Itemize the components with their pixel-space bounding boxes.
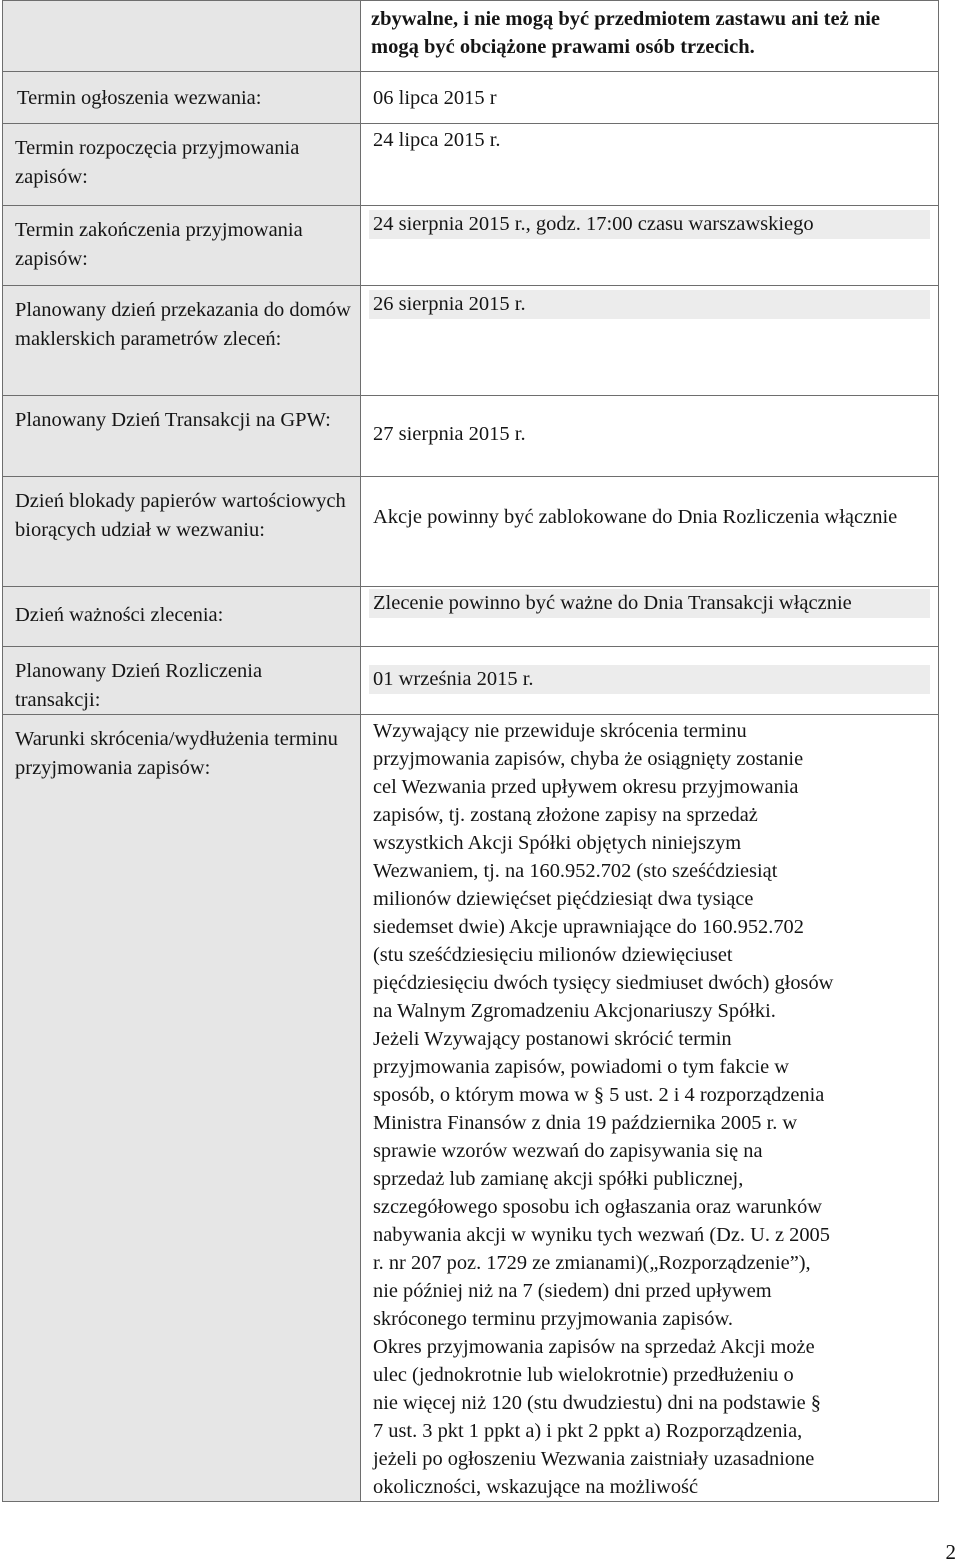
table-row (3, 72, 939, 124)
subscription-end-date: 24 sierpnia 2015 r., godz. 17:00 czasu warszawskiego (369, 210, 930, 239)
label-settlement-day: Planowany Dzień Rozliczenia transakcji: (3, 647, 361, 715)
announcement-date: 06 lipca 2015 r (373, 87, 497, 109)
label-subscription-start: Termin rozpoczęcia przyjmowania zapisów: (3, 124, 361, 206)
table-row (3, 647, 939, 715)
value-order-params-day (361, 286, 939, 396)
page-number: 2 (945, 1540, 956, 1564)
row-label-empty (3, 1, 361, 72)
label-order-validity: Dzień ważności zlecenia: (3, 587, 361, 647)
order-params-date: 26 sierpnia 2015 r. (369, 290, 930, 319)
label-blocking-day: Dzień blokady papierów wartościowych biorących udział w wezwaniu: (3, 477, 361, 587)
continuation-text: zbywalne, i nie mogą być przedmiotem zastawu ani też nie mogą być obciążone prawami osób trzecich. (371, 8, 881, 58)
settlement-date: 01 września 2015 r. (369, 665, 930, 694)
value-announcement-date (361, 72, 939, 124)
value-order-validity (361, 587, 939, 647)
table-row (3, 286, 939, 396)
transaction-date: 27 sierpnia 2015 r. (373, 423, 526, 445)
value-subscription-end (361, 206, 939, 286)
label-shorten-extend-conditions: Warunki skrócenia/wydłużenia terminu przyjmowania zapisów: (3, 715, 361, 1502)
table-row (3, 124, 939, 206)
label-order-params-day: Planowany dzień przekazania do domów maklerskich parametrów zleceń: (3, 286, 361, 396)
shorten-extend-conditions-text: Wzywający nie przewiduje skrócenia terminu przyjmowania zapisów, chyba że osiągnięty zostanie cel Wezwania przed upływem okresu przyjmowania zapisów, tj. zostaną złożone zapisy na sprzedaż wszystkich Akcji Spółki objętych niniejszym Wezwaniem, tj. na 160.952.702 (sto sześćdziesiąt milionów dziewięćset pięćdziesiąt dwa tysiące siedemset dwie) Akcje uprawniające do 160.952.702 (stu sześćdziesięciu milionów dziewięciuset pięćdziesięciu dwóch tysięcy siedmiuset dwóch) głosów na Walnym Zgromadzeniu Akcjonariuszy Spółki. Jeżeli Wzywający postanowi skrócić termin przyjmowania zapisów, powiadomi o tym fakcie w sposób, o którym mowa w § 5 ust. 2 i 4 rozporządzenia Ministra Finansów z dnia 19 października 2005 r. w sprawie wzorów wezwań do zapisywania się na sprzedaż lub zamianę akcji spółki publicznej, szczegółowego sposobu ich ogłaszania oraz warunków nabywania akcji w wyniku tych wezwań (Dz. U. z 2005 r. nr 207 poz. 1729 ze zmianami)(„Rozporządzenie”), nie później niż na 7 (siedem) dni przed upływem skróconego terminu przyjmowania zapisów. Okres przyjmowania zapisów na sprzedaż Akcji może ulec (jednokrotnie lub wielokrotnie) przedłużeniu o nie więcej niż 120 (stu dwudziestu) dni na podstawie § 7 ust. 3 pkt 1 ppkt a) i pkt 2 ppkt a) Rozporządzenia, jeżeli po ogłoszeniu Wezwania zaistniały uzasadnione okoliczności, wskazujące na możliwość (373, 720, 834, 1498)
table-row (3, 1, 939, 72)
table-row (3, 587, 939, 647)
offer-terms-table (2, 0, 939, 1502)
value-shorten-extend-conditions (361, 715, 939, 1502)
table-row (3, 206, 939, 286)
value-subscription-start (361, 124, 939, 206)
blocking-day-text: Akcje powinny być zablokowane do Dnia Rozliczenia włącznie (373, 506, 898, 528)
value-transaction-day (361, 396, 939, 477)
table-row (3, 396, 939, 477)
order-validity-text: Zlecenie powinno być ważne do Dnia Transakcji włącznie (369, 589, 930, 618)
value-blocking-day (361, 477, 939, 587)
subscription-start-date: 24 lipca 2015 r. (373, 129, 501, 151)
table-row (3, 715, 939, 1502)
row-value-continuation (361, 1, 939, 72)
label-transaction-day: Planowany Dzień Transakcji na GPW: (3, 396, 361, 477)
value-settlement-day (361, 647, 939, 715)
label-announcement-date: Termin ogłoszenia wezwania: (3, 72, 361, 124)
label-subscription-end: Termin zakończenia przyjmowania zapisów: (3, 206, 361, 286)
table-row (3, 477, 939, 587)
